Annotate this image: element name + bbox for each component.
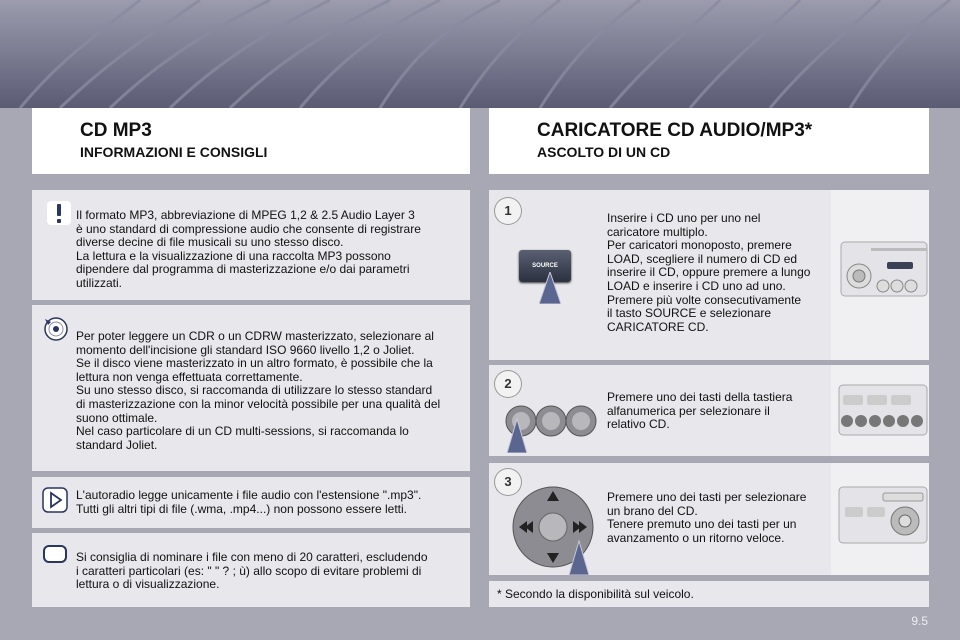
text-line: avanzamento o un ritorno veloce. (607, 530, 785, 545)
footnote (489, 581, 929, 607)
text-line: dipendere dal programma di masterizzazione e/o dai parametri (76, 262, 410, 277)
radio-unit-illustration (831, 190, 929, 360)
text-line: Per poter leggere un CDR o un CDRW masterizzato, selezionare al (76, 329, 434, 343)
text-line: Si consiglia di nominare i file con meno di 20 caratteri, escludendo (76, 550, 428, 564)
decorative-banner (0, 0, 960, 108)
info-block-burning (32, 305, 470, 471)
text-line: Il formato MP3, abbreviazione di MPEG 1,2 & 2.5 Audio Layer 3 (76, 208, 415, 222)
exclamation-icon (46, 200, 72, 226)
text-line: Tenere premuto uno dei tasti per un (607, 517, 797, 532)
text-line: standard Joliet. (76, 437, 158, 452)
text-line: caricatore multiplo. (607, 224, 708, 239)
text-line: lettura o di visualizzazione. (76, 577, 220, 592)
step-3-panel (489, 463, 929, 575)
radio-keypad-illustration (831, 365, 929, 456)
text-line: utilizzati. (76, 275, 123, 290)
text-line: Premere più volte consecutivamente (607, 292, 802, 307)
text-line: il tasto SOURCE e selezionare (607, 306, 772, 321)
text-line: suono ottimale. (76, 410, 158, 425)
text-line: Inserire i CD uno per uno nel (607, 211, 761, 225)
section-title: CARICATORE CD AUDIO/MP3* (537, 120, 813, 141)
keypad-buttons-illustration (499, 401, 603, 453)
page-number: 9.5 (911, 614, 928, 628)
right-header (489, 108, 929, 174)
footnote-text: * Secondo la disponibilità sul veicolo. (497, 587, 694, 601)
rounded-square-icon (42, 541, 68, 567)
step-number: 1 (504, 203, 512, 218)
text-line: è uno standard di compressione audio che consente di registrare (76, 221, 421, 236)
press-arrow-icon (539, 272, 561, 309)
source-button-label: SOURCE (532, 263, 558, 269)
text-line: momento dell'incisione gli standard ISO 9660 livello 1,2 o Joliet. (76, 342, 415, 357)
text-line: Nel caso particolare di un CD multi-sessions, si raccomanda lo (76, 424, 409, 439)
text-line: lettura non venga effettuata correttamente. (76, 369, 303, 384)
text-line: inserire il CD, oppure premere a lungo (607, 265, 811, 280)
text-line: CARICATORE CD. (607, 319, 709, 334)
text-line: Su uno stesso disco, si raccomanda di utilizzare lo stesso standard (76, 383, 433, 398)
info-block-mp3-format (32, 190, 470, 300)
text-line: L'autoradio legge unicamente i file audio con l'estensione ".mp3". (76, 488, 422, 502)
info-block-file-types (32, 477, 470, 528)
play-triangle-icon (42, 487, 68, 513)
step-number-badge (495, 371, 521, 397)
direction-pad-illustration (509, 483, 609, 575)
text-line: Per caricatori monoposto, premere (607, 238, 792, 253)
page-title: CD MP3 (80, 120, 152, 141)
text-line: Se il disco viene masterizzato in un altro formato, è possibile che la (76, 356, 433, 371)
text-line: di masterizzazione con la minor velocità possibile per una qualità del (76, 396, 441, 411)
text-line: LOAD e inserire i CD uno ad uno. (607, 278, 786, 293)
text-line: Tutti gli altri tipi di file (.wma, .mp4...) non possono essere letti. (76, 501, 408, 516)
radio-controls-illustration (831, 463, 929, 575)
step-number: 2 (504, 376, 512, 391)
text-line: relativo CD. (607, 417, 670, 432)
text-line: Premere uno dei tasti della tastiera (607, 390, 793, 404)
page-subtitle: INFORMAZIONI E CONSIGLI (80, 144, 268, 160)
text-line: diverse decine di file musicali su uno stesso disco. (76, 235, 344, 250)
text-line: i caratteri particolari (es: " " ? ; ù) allo scopo di evitare problemi di (76, 563, 422, 578)
section-subtitle: ASCOLTO DI UN CD (537, 144, 671, 160)
step-1-panel (489, 190, 929, 360)
text-line: Premere uno dei tasti per selezionare (607, 490, 807, 504)
step-number: 3 (504, 474, 512, 489)
text-line: La lettura e la visualizzazione di una raccolta MP3 possono (76, 248, 391, 263)
step-2-panel (489, 365, 929, 456)
text-line: LOAD, scegliere il numero di CD ed (607, 251, 798, 266)
step-number-badge (495, 198, 521, 224)
text-line: un brano del CD. (607, 503, 698, 518)
info-block-file-names (32, 533, 470, 607)
cd-disc-icon (42, 315, 68, 341)
text-line: alfanumerica per selezionare il (607, 403, 770, 418)
left-header (32, 108, 470, 174)
